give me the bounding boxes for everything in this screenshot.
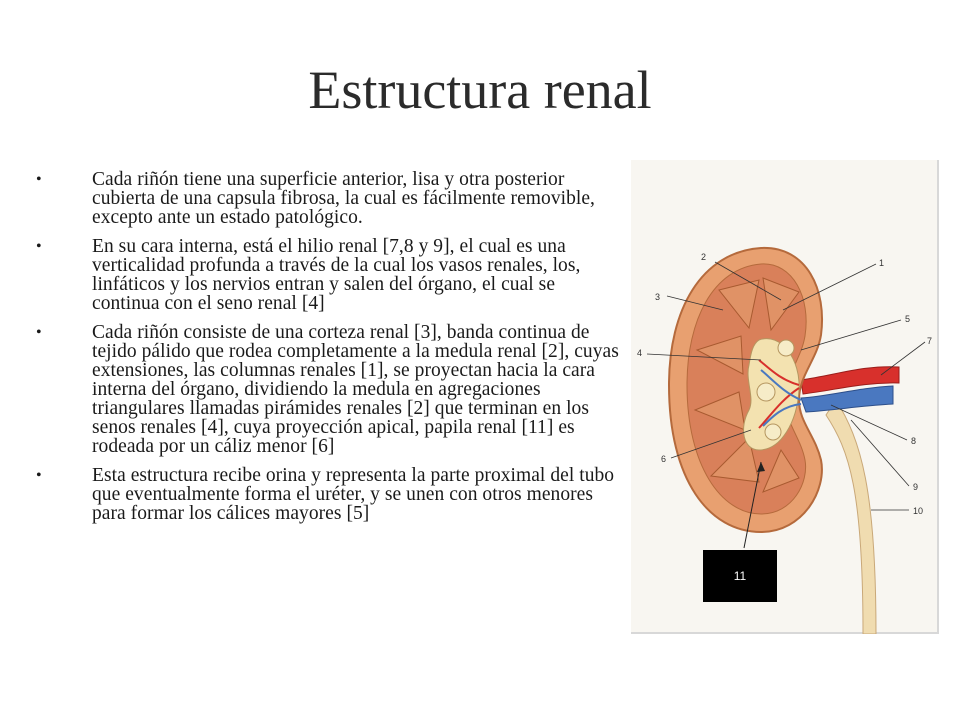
kidney-illustration bbox=[631, 160, 939, 634]
figure-label: 6 bbox=[661, 454, 667, 464]
calyx-shape bbox=[757, 383, 775, 401]
figure-label: 8 bbox=[911, 436, 917, 446]
bullet-item bbox=[30, 323, 620, 456]
bullet-item bbox=[30, 170, 620, 227]
figure-label: 4 bbox=[637, 348, 643, 358]
bullet-marker: • bbox=[36, 324, 42, 341]
papilla-callout-label: 11 bbox=[733, 569, 747, 583]
bullet-marker: • bbox=[36, 238, 42, 255]
slide-title: Estructura renal bbox=[308, 60, 652, 120]
bullet-text: En su cara interna, está el hilio renal [7,8 y 9], el cual es una verticalidad profunda a través de la cual los vasos renales, los, linfáticos y los nervios entran y salen del órgano, el cual se continua con el seno renal [4] bbox=[92, 236, 581, 314]
bullet-item bbox=[30, 466, 620, 523]
figure-label: 1 bbox=[879, 258, 885, 268]
papilla-callout-box bbox=[703, 550, 777, 602]
bullet-text: Esta estructura recibe orina y representa la parte proximal del tubo que eventualmente forma el uréter, y se unen con otros menores para formar los cálices mayores [5] bbox=[92, 465, 615, 524]
bullet-item bbox=[30, 237, 620, 313]
figure-label: 2 bbox=[701, 252, 707, 262]
figure-label: 5 bbox=[905, 314, 911, 324]
figure-label: 3 bbox=[655, 292, 661, 302]
figure-label: 9 bbox=[913, 482, 919, 492]
calyx-shape bbox=[765, 424, 781, 440]
bullet-marker: • bbox=[36, 171, 42, 188]
bullet-text: Cada riñón consiste de una corteza renal [3], banda continua de tejido pálido que rodea completamente a la medula renal [2], cuyas extensiones, las columnas renales [1], se proyectan hacia la cara interna del órgano, dividiendo la medula en agregaciones triangulares llamadas pirámides renales [2] que terminan en los senos renales [4], cuya proyección apical, papila renal [11] es rodeada por un cáliz menor [6] bbox=[92, 322, 619, 457]
calyx-shape bbox=[778, 340, 794, 356]
bullet-text: Cada riñón tiene una superficie anterior, lisa y otra posterior cubierta de una capsula fibrosa, la cual es fácilmente removible, excepto ante un estado patológico. bbox=[92, 169, 595, 228]
bullet-marker: • bbox=[36, 467, 42, 484]
bullet-list bbox=[30, 170, 620, 533]
figure-label: 7 bbox=[927, 336, 933, 346]
kidney-diagram bbox=[631, 160, 939, 634]
ureter-shape bbox=[826, 400, 876, 634]
figure-label: 10 bbox=[913, 506, 924, 516]
